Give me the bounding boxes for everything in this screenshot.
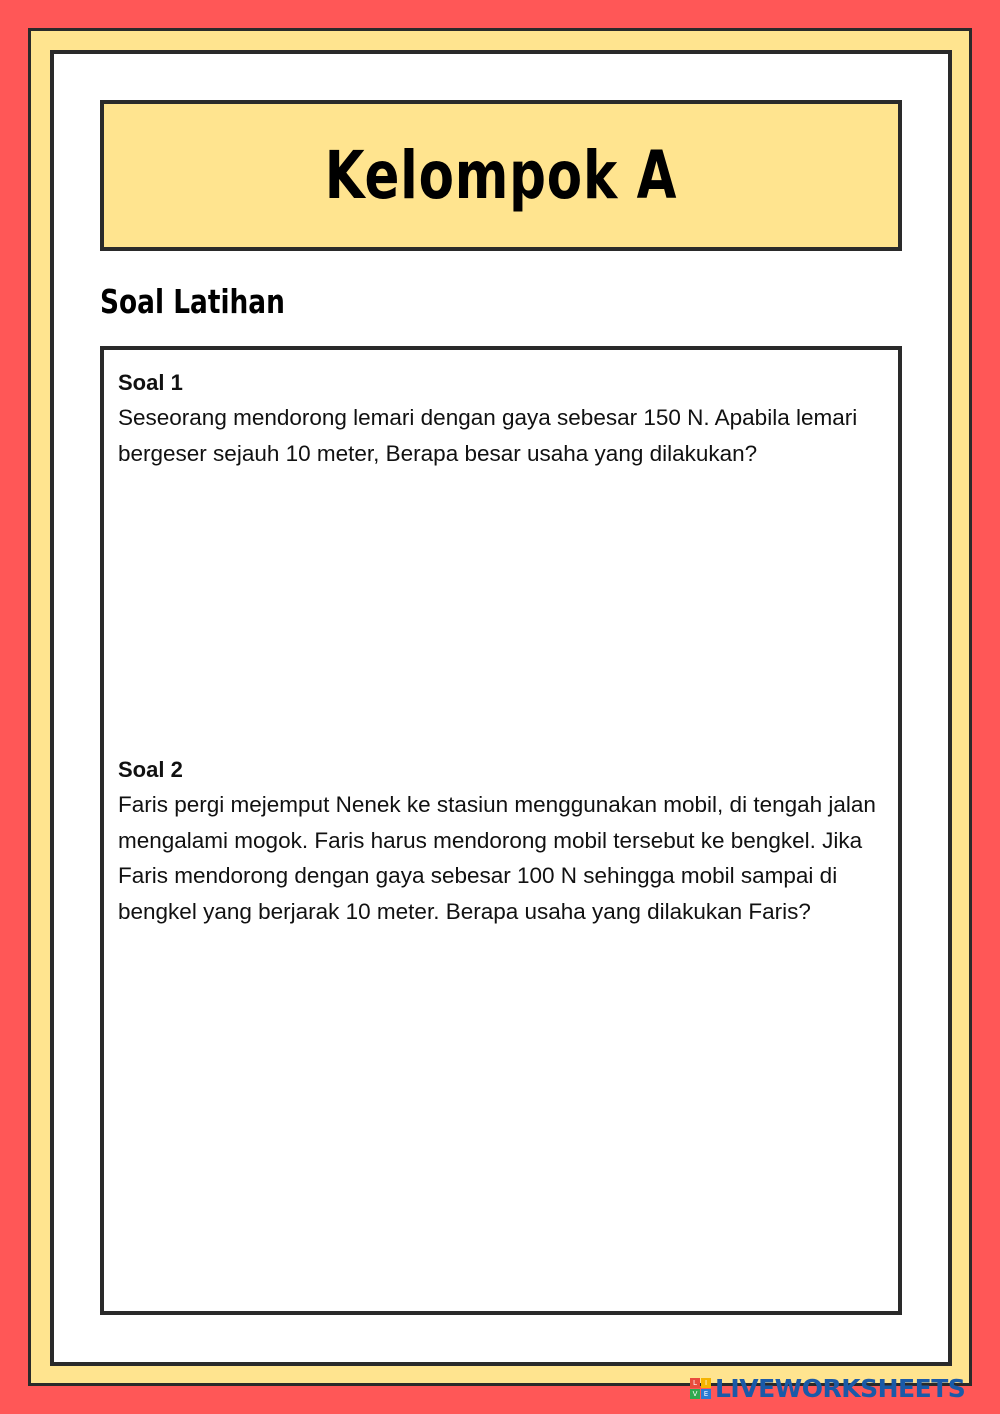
questions-box — [100, 346, 902, 1315]
section-heading: Soal Latihan — [100, 282, 285, 321]
liveworksheets-watermark — [690, 1374, 965, 1403]
question-text: Seseorang mendorong lemari dengan gaya sebesar 150 N. Apabila lemari bergeser sejauh 10 meter, Berapa besar usaha yang dilakukan? — [118, 405, 858, 466]
question-1 — [118, 366, 888, 471]
question-text: Faris pergi mejemput Nenek ke stasiun menggunakan mobil, di tengah jalan mengalami mogok. Faris harus mendorong mobil tersebut ke bengkel. Jika Faris mendorong dengan gaya sebesar 100 N sehingga mobil sampai di bengkel yang berjarak 10 meter. Berapa usaha yang dilakukan Faris? — [118, 792, 876, 924]
watermark-text: LIVEWORKSHEETS — [715, 1374, 966, 1403]
title-banner — [100, 100, 902, 251]
question-label: Soal 2 — [118, 757, 183, 782]
page-title: Kelompok A — [324, 137, 678, 214]
liveworksheets-logo-icon: L I V E — [690, 1378, 711, 1399]
question-label: Soal 1 — [118, 370, 183, 395]
question-2 — [118, 753, 888, 929]
